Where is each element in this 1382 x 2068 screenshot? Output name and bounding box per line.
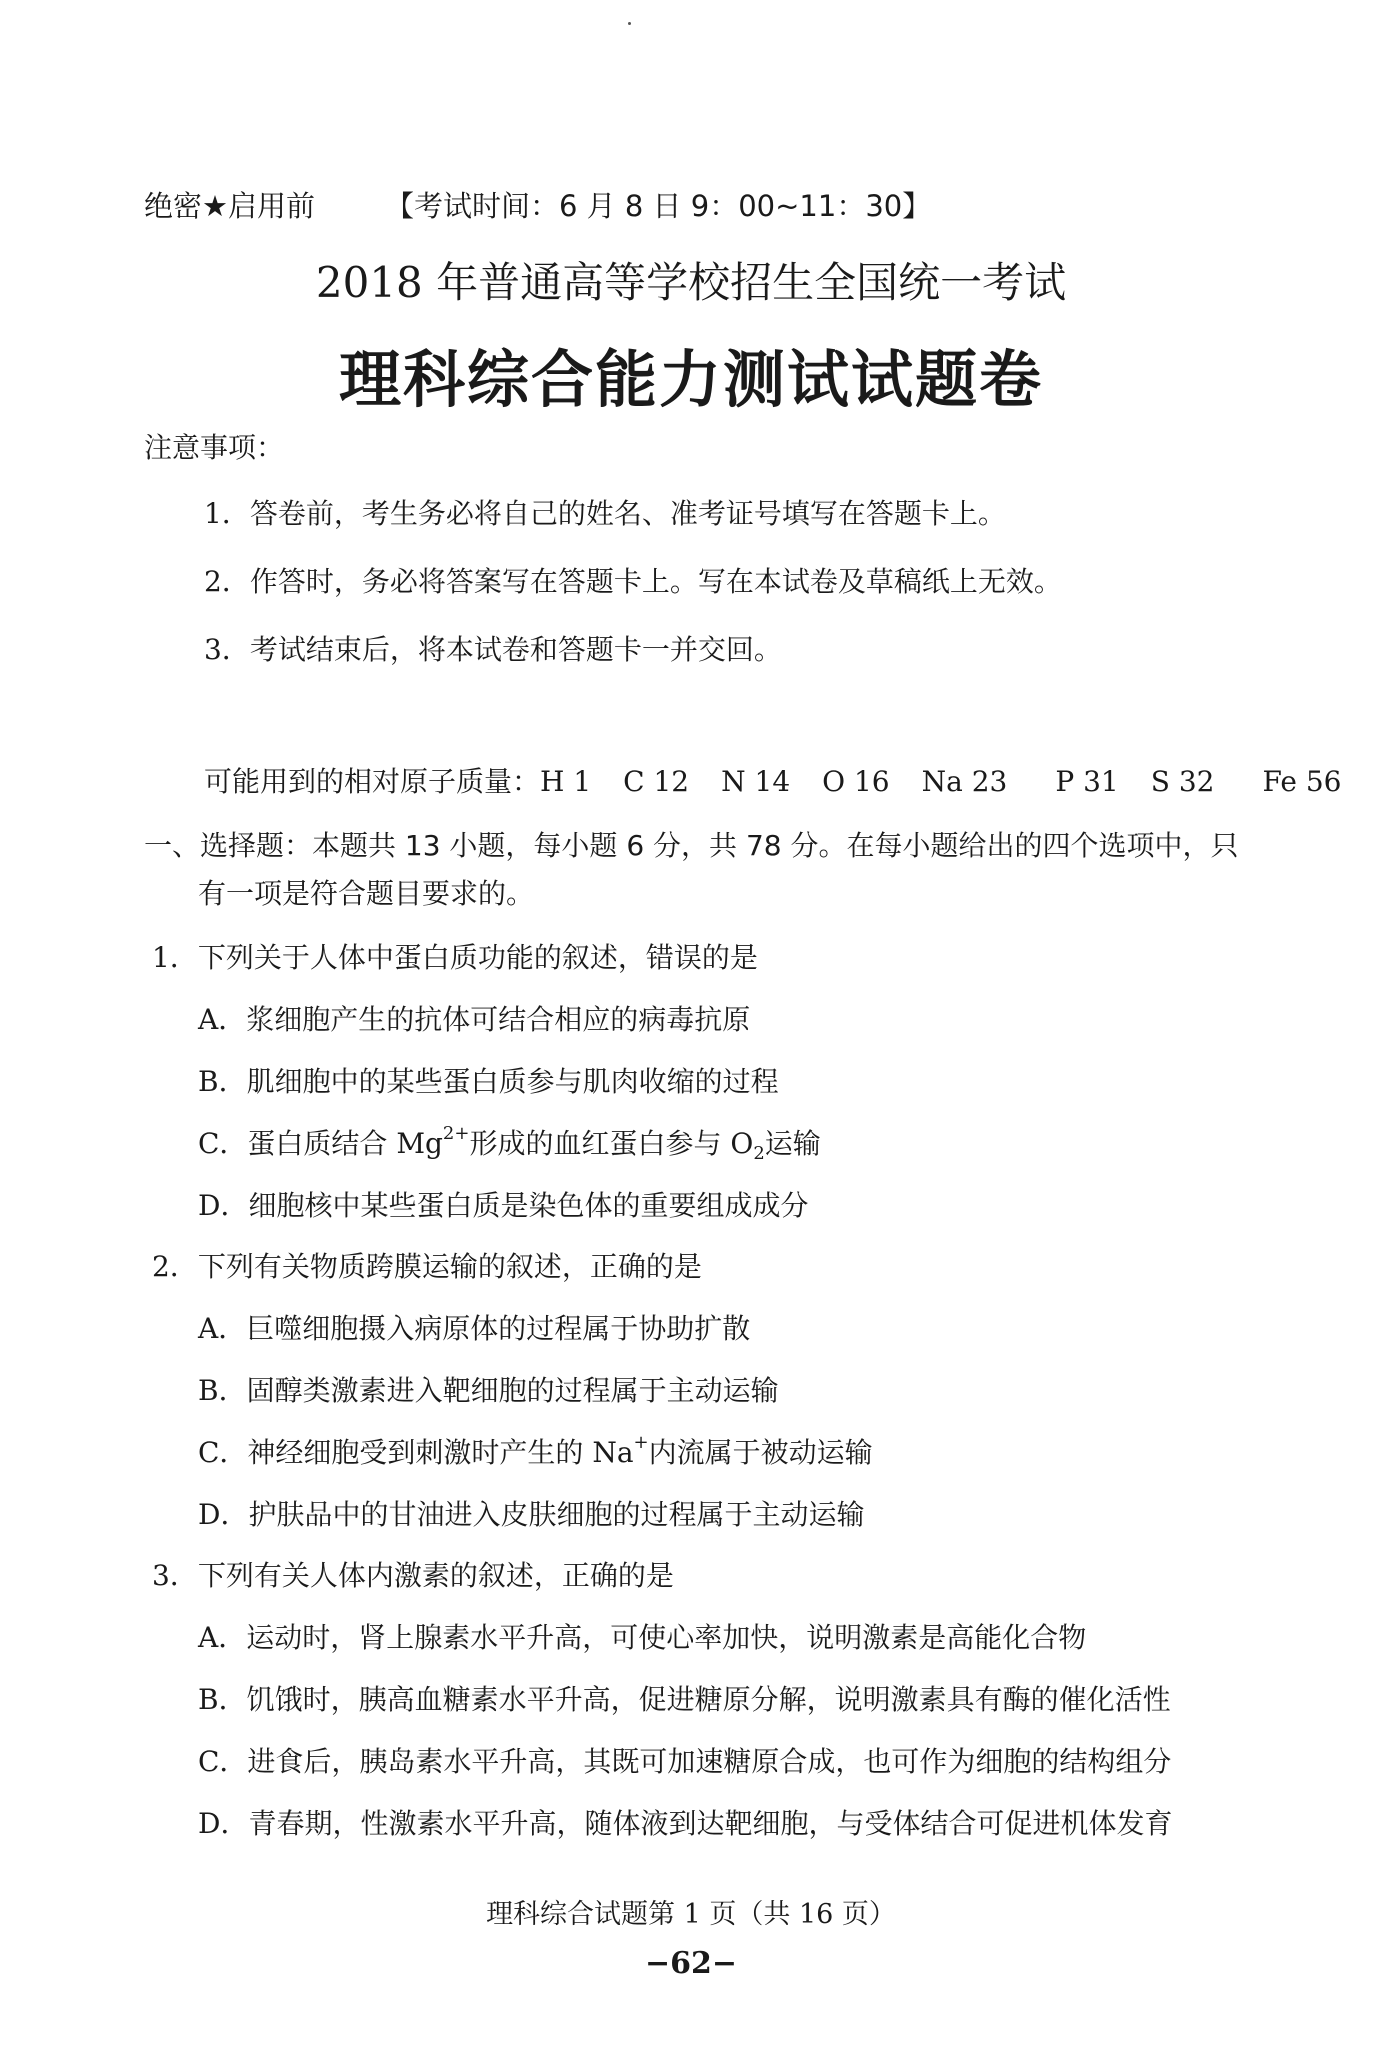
- atomic-mass-s: S 32: [1150, 765, 1215, 798]
- exam-title: 理科综合能力测试试题卷: [338, 343, 1043, 416]
- question-2-option-c: [198, 1431, 873, 1471]
- atomic-mass-fe: Fe 56: [1262, 765, 1342, 798]
- question-2-option-d: D．护肤品中的甘油进入皮肤细胞的过程属于主动运输: [198, 1498, 865, 1531]
- question-1-option-c-text-3: 运输: [764, 1127, 821, 1160]
- notice-item-1: 1．答卷前，考生务必将自己的姓名、准考证号填写在答题卡上。: [204, 497, 1006, 530]
- atomic-mass-n: N 14: [721, 765, 791, 798]
- atomic-mass-p: P 31: [1055, 765, 1119, 798]
- question-1-option-c-text-2: 形成的血红蛋白参与 O: [469, 1127, 754, 1160]
- page-footer: 理科综合试题第 1 页（共 16 页）: [486, 1899, 896, 1930]
- question-1-option-b: B．肌细胞中的某些蛋白质参与肌肉收缩的过程: [198, 1065, 779, 1098]
- question-1-stem: 1．下列关于人体中蛋白质功能的叙述，错误的是: [152, 941, 758, 974]
- question-2-stem: 2．下列有关物质跨膜运输的叙述，正确的是: [152, 1250, 702, 1283]
- question-1-option-c-text-1: C．蛋白质结合 Mg: [198, 1127, 443, 1160]
- question-1-option-d: D．细胞核中某些蛋白质是染色体的重要组成成分: [198, 1189, 809, 1222]
- question-2-option-c-superscript: +: [633, 1432, 649, 1453]
- question-2-option-a: A．巨噬细胞摄入病原体的过程属于协助扩散: [198, 1312, 751, 1345]
- question-3-option-a: A．运动时，肾上腺素水平升高，可使心率加快，说明激素是高能化合物: [198, 1621, 1087, 1654]
- question-2-option-c-text-2: 内流属于被动运输: [648, 1436, 873, 1469]
- question-1-option-c: [198, 1122, 821, 1164]
- page-number: −62−: [644, 1946, 738, 1981]
- question-1-option-a: A．浆细胞产生的抗体可结合相应的病毒抗原: [198, 1003, 751, 1036]
- question-3-option-d: D．青春期，性激素水平升高，随体液到达靶细胞，与受体结合可促进机体发育: [198, 1807, 1173, 1840]
- atomic-mass-na: Na 23: [921, 765, 1008, 798]
- question-1-option-c-superscript: 2+: [442, 1123, 470, 1144]
- header-line: [144, 184, 931, 225]
- question-3-option-c: C．进食后，胰岛素水平升高，其既可加速糖原合成，也可作为细胞的结构组分: [198, 1745, 1172, 1778]
- section-heading-line-1: 一、选择题：本题共 13 小题，每小题 6 分，共 78 分。在每小题给出的四个选项中，只: [144, 829, 1239, 862]
- section-heading-line-2: 有一项是符合题目要求的。: [198, 877, 535, 910]
- notice-item-3: 3．考试结束后，将本试卷和答题卡一并交回。: [204, 633, 782, 666]
- exam-subtitle: 2018 年普通高等学校招生全国统一考试: [315, 258, 1067, 307]
- notice-heading: 注意事项：: [144, 431, 285, 464]
- question-3-stem: 3．下列有关人体内激素的叙述，正确的是: [152, 1559, 674, 1592]
- section-heading: [144, 822, 1238, 918]
- question-2-option-c-text-1: C．神经细胞受到刺激时产生的 Na: [198, 1436, 634, 1469]
- atomic-mass-c: C 12: [623, 765, 690, 798]
- atomic-mass-o: O 16: [822, 765, 890, 798]
- notice-item-2: 2．作答时，务必将答案写在答题卡上。写在本试卷及草稿纸上无效。: [204, 565, 1062, 598]
- question-2-option-b: B．固醇类激素进入靶细胞的过程属于主动运输: [198, 1374, 779, 1407]
- atomic-mass-line: [204, 760, 1341, 800]
- exam-time-label: 【考试时间：6 月 8 日 9：00~11：30】: [385, 189, 932, 223]
- question-3-option-b: B．饥饿时，胰高血糖素水平升高，促进糖原分解，说明激素具有酶的催化活性: [198, 1683, 1171, 1716]
- atomic-mass-h: H 1: [540, 765, 592, 798]
- atomic-mass-label: 可能用到的相对原子质量：: [204, 765, 541, 798]
- secrecy-label: 绝密★启用前: [144, 189, 315, 223]
- question-1-option-c-subscript: 2: [753, 1143, 765, 1164]
- scan-speck: [628, 22, 631, 25]
